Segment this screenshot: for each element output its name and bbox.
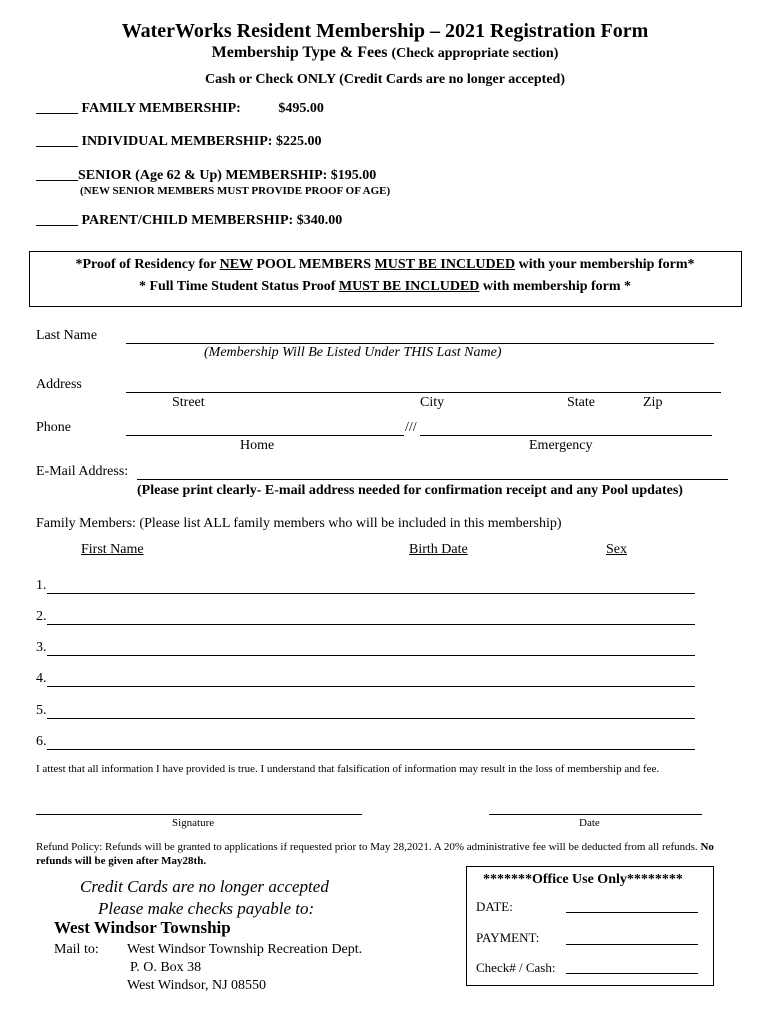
individual-checkbox-blank[interactable]: ______ <box>36 134 78 149</box>
phone-label: Phone <box>36 420 71 435</box>
office-date-label: DATE: <box>476 899 513 914</box>
senior-label: SENIOR (Age 62 & Up) MEMBERSHIP: <box>78 168 328 183</box>
payee-name: West Windsor Township <box>54 918 231 937</box>
address-input-line[interactable] <box>126 392 721 393</box>
emergency-label: Emergency <box>529 438 593 453</box>
family-row-number: 2. <box>36 609 47 624</box>
first-name-column: First Name <box>81 542 144 557</box>
family-row-number: 6. <box>36 734 47 749</box>
parent-child-membership-option[interactable] <box>36 213 342 229</box>
proof-text: POOL MEMBERS <box>252 257 375 272</box>
proof-text: with membership form * <box>479 279 632 294</box>
mail-address-line-1: West Windsor Township Recreation Dept. <box>127 942 363 957</box>
home-phone-input-line[interactable] <box>126 435 404 436</box>
family-members-intro: Family Members: (Please list ALL family members who will be included in this membership) <box>36 516 562 531</box>
refund-policy <box>36 840 726 868</box>
family-label: FAMILY MEMBERSHIP: <box>81 101 241 116</box>
phone-separator: /// <box>405 420 417 435</box>
family-row-number: 4. <box>36 671 47 686</box>
individual-price: $225.00 <box>275 134 322 149</box>
family-row-line[interactable] <box>47 749 695 750</box>
proof-line-1 <box>0 257 770 273</box>
last-name-input-line[interactable] <box>126 343 714 344</box>
family-row-number: 5. <box>36 703 47 718</box>
proof-line-2 <box>0 279 770 295</box>
last-name-note: (Membership Will Be Listed Under THIS Last Name) <box>204 345 502 360</box>
senior-checkbox-blank[interactable]: ______ <box>36 168 78 183</box>
proof-new: NEW <box>219 257 253 272</box>
office-check-line[interactable] <box>566 973 698 974</box>
signature-label: Signature <box>172 817 215 829</box>
mail-address-line-3: West Windsor, NJ 08550 <box>127 978 267 993</box>
subtitle-note: (Check appropriate section) <box>391 46 559 61</box>
payment-note: Cash or Check ONLY (Credit Cards are no longer accepted) <box>205 72 565 87</box>
office-payment-line[interactable] <box>566 944 698 945</box>
proof-text: * Full Time Student Status Proof <box>138 279 339 294</box>
family-price: $495.00 <box>278 101 324 116</box>
parent-child-price: $340.00 <box>296 213 343 228</box>
sex-column: Sex <box>606 542 627 557</box>
page-title: WaterWorks Resident Membership – 2021 Registration Form <box>121 20 649 42</box>
refund-text: Refund Policy: Refunds will be granted to applications if requested prior to May 28,2021. A 20% administrative fee will be deducted from all refunds. <box>36 841 701 853</box>
email-note: (Please print clearly- E-mail address needed for confirmation receipt and any Pool updates) <box>137 483 683 498</box>
parent-child-checkbox-blank[interactable]: ______ <box>36 213 78 228</box>
email-input-line[interactable] <box>137 479 728 480</box>
city-label: City <box>420 395 445 410</box>
mail-address-line-2: P. O. Box 38 <box>130 960 202 975</box>
birth-date-column: Birth Date <box>409 542 468 557</box>
individual-label: INDIVIDUAL MEMBERSHIP: <box>81 134 273 149</box>
family-row-line[interactable] <box>47 718 695 719</box>
payable-note: Please make checks payable to: <box>98 899 315 918</box>
family-membership-option[interactable] <box>36 101 324 117</box>
street-label: Street <box>172 395 205 410</box>
proof-must: MUST BE INCLUDED <box>374 257 516 272</box>
credit-card-note: Credit Cards are no longer accepted <box>80 877 329 896</box>
proof-must: MUST BE INCLUDED <box>338 279 480 294</box>
office-date-line[interactable] <box>566 912 698 913</box>
date-line[interactable] <box>489 814 702 815</box>
home-label: Home <box>240 438 275 453</box>
signature-line[interactable] <box>36 814 362 815</box>
office-payment-label: PAYMENT: <box>476 930 540 945</box>
proof-text: *Proof of Residency for <box>75 257 220 272</box>
family-row-line[interactable] <box>47 593 695 594</box>
zip-label: Zip <box>643 395 663 410</box>
senior-membership-option[interactable] <box>36 168 376 184</box>
state-label: State <box>567 395 595 410</box>
address-label: Address <box>36 377 82 392</box>
parent-child-label: PARENT/CHILD MEMBERSHIP: <box>81 213 294 228</box>
subtitle-main: Membership Type & Fees <box>211 44 388 61</box>
proof-text: with your membership form* <box>515 257 695 272</box>
family-checkbox-blank[interactable]: ______ <box>36 101 78 116</box>
office-check-label: Check# / Cash: <box>476 960 556 975</box>
membership-type-heading <box>0 44 770 62</box>
emergency-phone-input-line[interactable] <box>420 435 712 436</box>
family-row-line[interactable] <box>47 655 695 656</box>
refund-bold: No refunds will be given after May28th. <box>36 841 714 867</box>
senior-price: $195.00 <box>330 168 377 183</box>
office-use-title: *******Office Use Only******** <box>483 872 683 887</box>
family-row-number: 3. <box>36 640 47 655</box>
date-label: Date <box>579 817 600 829</box>
family-row-line[interactable] <box>47 624 695 625</box>
senior-note: (NEW SENIOR MEMBERS MUST PROVIDE PROOF OF AGE) <box>80 185 391 197</box>
last-name-label: Last Name <box>36 328 98 343</box>
family-row-number: 1. <box>36 578 47 593</box>
mail-to-label: Mail to: <box>54 942 99 957</box>
family-row-line[interactable] <box>47 686 695 687</box>
attest-statement: I attest that all information I have provided is true. I understand that falsification of information may result in the loss of membership and fee. <box>36 763 660 775</box>
individual-membership-option[interactable] <box>36 134 321 150</box>
email-label: E-Mail Address: <box>36 464 129 479</box>
